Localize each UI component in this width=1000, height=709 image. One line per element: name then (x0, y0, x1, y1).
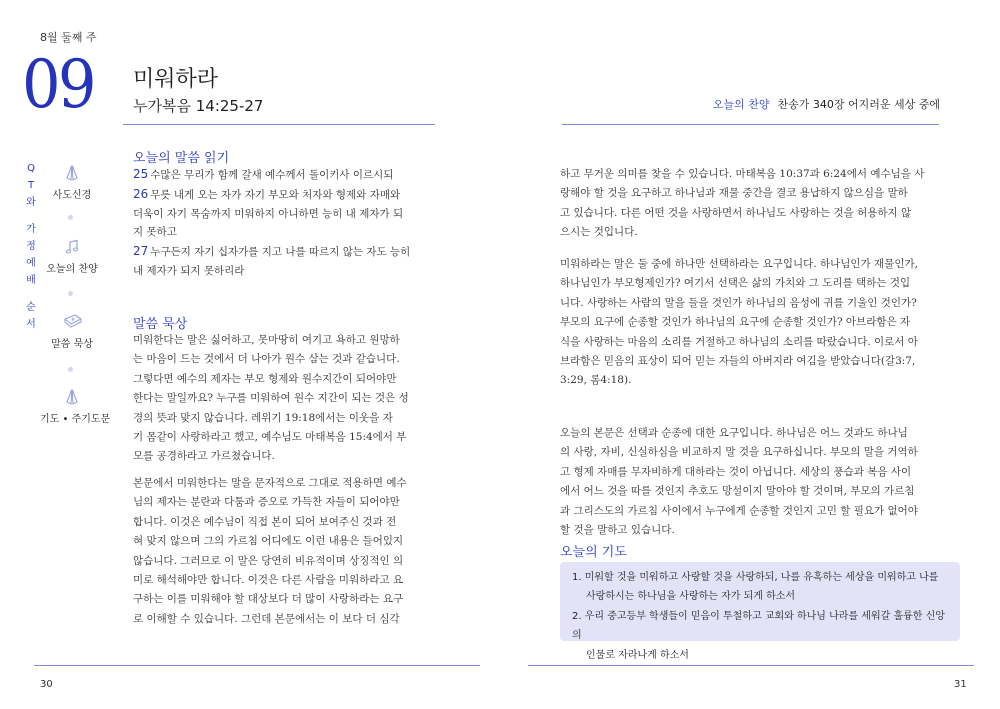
meditation-paragraph-5: 오늘의 본문은 선택과 순종에 대한 요구입니다. 하나님은 어느 것과도 하나님 의 사랑, 자비, 신실하심을 비교하지 말 것을 요구하십니다. 부모의 말을 거역하 고 형제 자매를 무자비하게 대하라는 것이 아닙니다. 세상의 풍습과 복음 사이 에서 어느 것을 따를 것인지 추호도 망설이지 말아야 할 것이며, 부모의 가르침 과 그리스도의 가르침 사이에서 누구에게 순종할 것인지 고민 할 필요가 없어야 할 것을 말하고 있습니다. (560, 427, 918, 537)
prayer-heading: 오늘의 기도 (560, 545, 627, 560)
verse-26: 26 무릇 내게 오는 자가 자기 부모와 처자와 형제와 자매와 (133, 186, 401, 201)
step-prayer (40, 388, 111, 425)
step-label: 말씀 묵상 (51, 339, 93, 350)
step-divider-dot (68, 291, 73, 296)
footer-rule-left (34, 665, 480, 666)
bible-icon (63, 313, 81, 331)
step-divider-dot (68, 215, 73, 220)
step-divider-dot (68, 367, 73, 372)
step-meditation (40, 313, 104, 350)
header-rule-right (562, 124, 939, 125)
hymn-text: 찬송가 340장 어지러운 세상 중에 (777, 98, 940, 111)
week-label: 8월 둘째 주 (40, 31, 97, 44)
meditation-heading: 말씀 묵상 (133, 317, 188, 332)
header-rule-left (123, 124, 435, 125)
todays-hymn (713, 96, 940, 112)
hymn-label: 오늘의 찬양 (712, 98, 770, 111)
step-todays-hymn (40, 238, 104, 275)
meditation-paragraph-1: 미워한다는 말은 싫어하고, 못마땅히 여기고 욕하고 원망하 는 마음이 드는 것에서 더 나아가 원수 삼는 것과 같습니다. 그렇다면 예수의 제자는 부모 형제와 원수지간이 되어야만 한다는 말일까요? 누구를 미워하여 원수 지간이 되는 것은 성 경의 뜻과 맞지 않습니다. 레위기 19:18에서는 이웃을 자 기 몸같이 사랑하라고 했고, 예수님도 마태복음 15:4에서 부 모를 공경하라고 가르쳤습니다. (133, 334, 409, 463)
prayer-item-2: 2. 우리 중고등부 학생들이 믿음이 투철하고 교회와 하나님 나라를 세워갈 훌륭한 신앙의 인물로 자라나게 하소서 (572, 610, 945, 661)
sidebar-vertical-label: Q T 와 가 정 예 배 순 서 (26, 163, 36, 330)
step-label: 오늘의 찬양 (46, 264, 98, 275)
meditation-paragraph-3: 하고 무거운 의미를 찾을 수 있습니다. 마태복음 10:37과 6:24에서 예수님을 사 랑해야 할 것을 요구하고 하나님과 재물 중간을 결코 용납하지 않으심을 말하 고 있습니다. 다른 어떤 것을 사랑하면서 하나님도 사랑하는 것을 허용하지 않 으시는 것입니다. (560, 168, 925, 239)
meditation-paragraph-4: 미워하라는 말은 둘 중에 하나만 선택하라는 요구입니다. 하나님인가 재물인가, 하나님인가 부모형제인가? 여기서 선택은 삶의 가치와 그 도리를 택하는 것입 니다. 사랑하는 사람의 말을 들을 것인가 하나님의 음성에 귀를 기울인 것인가? 부모의 요구에 순종할 것인가 하나님의 요구에 순종할 것인가? 아브라함은 자 식을 사랑하는 마음의 소리를 거절하고 하나님의 소리를 따랐습니다. 이로서 아 브라함은 믿음의 표상이 되어 믿는 자들의 아버지라 여김을 받았습니다(갈3:7, 3:29, 롬4:18). (560, 258, 918, 387)
reading-heading: 오늘의 말씀 읽기 (133, 151, 230, 166)
step-label: 사도신경 (52, 190, 92, 201)
prayer-box (560, 562, 960, 661)
footer-rule-right (528, 665, 974, 666)
page-title: 미워하라 (133, 67, 219, 92)
scripture-reference: 누가복음 14:25-27 (133, 97, 264, 115)
verse-25: 25 수많은 무리가 함께 갈새 예수께서 돌이키사 이르시되 (133, 167, 394, 181)
praying-hands-icon (63, 164, 81, 182)
day-number: 09 (22, 46, 94, 123)
step-label: 기도 • 주기도문 (40, 414, 111, 425)
praying-hands-icon (63, 388, 81, 406)
page-number-right: 31 (954, 679, 967, 690)
scripture-passage: 25 수많은 무리가 함께 갈새 예수께서 돌이키사 이르시되 26 무릇 내게 오는 자가 자기 부모와 처자와 형제와 자매와 더욱이 자기 목숨까지 미워하지 아니하면 능히 내 제자가 되 지 못하고 27 누구든지 자기 십자가를 지고 나를 따르지 않는 자도 능히 내 제자가 되지 못하리라 (133, 165, 438, 281)
verse-27: 27 누구든지 자기 십자가를 지고 나를 따르지 않는 자도 능히 (133, 244, 411, 259)
music-note-icon (63, 238, 81, 256)
meditation-paragraph-2: 본문에서 미워한다는 말을 문자적으로 그대로 적용하면 예수 님의 제자는 분란과 다툼과 증오로 가득찬 자들이 되어야만 합니다. 이것은 예수님이 직접 본이 되어 보여주신 것과 전 혀 맞지 않으며 그의 가르침 어디에도 이런 내용은 들어있지 않습니다. 그러므로 이 말은 당연히 비유적이며 상징적인 의 미로 해석해야만 합니다. 이것은 다른 사람을 미워하라고 요 구하는 이를 미워해야 할 대상보다 더 많이 사랑하라는 요구 로 이해할 수 있습니다. 그런데 본문에서는 이 보다 더 심각 (133, 477, 407, 625)
step-apostles-creed (40, 164, 104, 201)
page-number-left: 30 (40, 679, 53, 690)
prayer-item-1: 1. 미워할 것을 미워하고 사랑할 것을 사랑하되, 나를 유혹하는 세상을 미워하고 나를 사랑하시는 하나님을 사랑하는 자가 되게 하소서 (572, 572, 939, 603)
